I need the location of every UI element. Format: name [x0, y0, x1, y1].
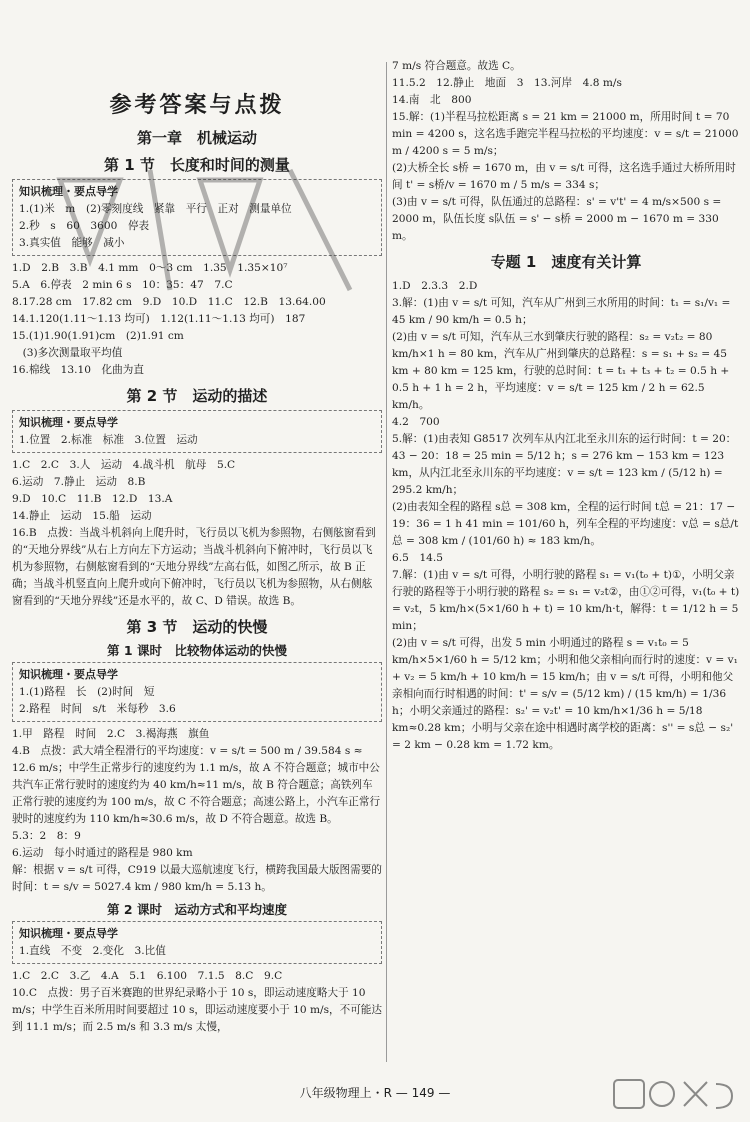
box-line: 3.真实值 能够 减小: [19, 237, 125, 249]
chapter-title: 第一章 机械运动: [136, 129, 257, 147]
answer-line: 9.D 10.C 11.B 12.D 13.A: [12, 493, 173, 505]
answer-line: 6.运动 7.静止 运动 8.B: [12, 476, 146, 488]
page-footer: 八年级物理上・R — 149 —: [299, 1086, 451, 1100]
answer-line: (3)由 v = s/t 可得，队伍通过的总路程：s' = v't' = 4 m/s×500 s = 2000 m，队伍长度 s队伍 = s' − s桥 = 2000 m − 1670 m = 330 m。: [392, 196, 722, 242]
answer-line: (2)由表知全程的路程 s总 = 308 km，全程的运行时间 t总 = 21：17 − 19：36 = 1 h 41 min = 101/60 h，列车全程的平均速度：v总 = s总/t总 = 308 km / (101/60 h) ≈ 183 km/h。: [392, 501, 739, 547]
box-line: 1.(1)路程 长 (2)时间 短: [19, 686, 155, 698]
answer-line: 1.D 2.B 3.B 4.1 mm 0～3 cm 1.35 1.35×10⁷: [12, 262, 288, 274]
lesson-2-title: 第 2 课时 运动方式和平均速度: [107, 902, 287, 917]
left-column: [12, 58, 382, 1036]
answer-line: 1.D 2.3.3 2.D: [392, 280, 478, 292]
lesson-1-title: 第 1 课时 比较物体运动的快慢: [107, 643, 287, 658]
answer-line: 8.17.28 cm 17.82 cm 9.D 10.D 11.C 12.B 13.64.00: [12, 296, 326, 308]
answer-line: 4.2 700: [392, 416, 440, 428]
answer-line: 11.5.2 12.静止 地面 3 13.河岸 4.8 m/s: [392, 77, 622, 89]
answer-line: (2)大桥全长 s桥 = 1670 m，由 v = s/t 可得，这名选手通过大桥所用时间 t' = s桥/v = 1670 m / 5 m/s = 334 s；: [392, 162, 736, 191]
knowledge-box-3: [12, 662, 382, 722]
answer-line: 5.解：(1)由表知 G8517 次列车从内江北至永川东的运行时间：t = 20：43 − 20：18 = 25 min = 5/12 h；s = 276 km − 153 km = 123 km，从内江北至永川东的平均速度：v = s/t = 123 km / (5/12 h) = 295.2 km/h；: [392, 433, 737, 496]
answer-line: 14.南 北 800: [392, 94, 472, 106]
page-title: 参考答案与点拨: [109, 93, 285, 118]
answer-line: 4.B 点拨：武大靖全程滑行的平均速度：v = s/t = 500 m / 39.584 s ≈ 12.6 m/s；中学生正常步行的速度约为 1.1 m/s，故 A 不符合题意；城市中公共汽车正常行驶时的速度约为 40 km/h≈11 m/s，故 B 符合题意；高铁列车正常行驶的速度约为 100 m/s，故 C 不符合题意；高速公路上，小汽车正常行驶时的速度约为 110 km/h≈30.6 m/s，故 D 不符合题意。故选 B。: [12, 745, 381, 825]
answer-line: 7.解：(1)由 v = s/t 可得，小明行驶的路程 s₁ = v₁(t₀ + t)①，小明父亲行驶的路程等于小明行驶的路程 s₂ = s₁ = v₂t②，由①②可得，v₁(t₀ + t) = v₂t，5 km/h×(5×1/60 h + t) = 10 km/h·t，解得：t = 1/12 h = 5 min；: [392, 569, 740, 632]
answer-line: 14.静止 运动 15.船 运动: [12, 510, 152, 522]
section-2-title: 第 2 节 运动的描述: [126, 387, 268, 405]
answer-line: 1.甲 路程 时间 2.C 3.褐海燕 旗鱼: [12, 728, 210, 740]
right-column: [392, 58, 740, 754]
answer-line: 1.C 2.C 3.人 运动 4.战斗机 航母 5.C: [12, 459, 236, 471]
answer-line: 16.棉线 13.10 化曲为直: [12, 364, 144, 376]
box-line: 2.秒 s 60 3600 停表: [19, 220, 150, 232]
answer-line: 16.B 点拨：当战斗机斜向上爬升时，飞行员以飞机为参照物，右侧舷窗看到的“天地分界线”从右上方向左下方运动；当战斗机斜向下俯冲时，飞行员以飞机为参照物，右侧舷窗看到的“天地分界线”左高右低，如图乙所示，故 B 正确；当战斗机竖直向上爬升或向下俯冲时，飞行员以飞机为参照物，从右侧舷窗看到的“天地分界线”还是水平的，故 C、D 错误。故选 B。: [12, 527, 376, 607]
box-line: 2.路程 时间 s/t 米每秒 3.6: [19, 703, 176, 715]
topic-title: 专题 1 速度有关计算: [490, 253, 642, 271]
answer-line: 5.A 6.停表 2 min 6 s 10：35：47 7.C: [12, 279, 233, 291]
section-3-title: 第 3 节 运动的快慢: [126, 618, 268, 636]
knowledge-box-title: 知识梳理・要点导学: [19, 416, 118, 429]
answer-line: 解：根据 v = s/t 可得，C919 以最大巡航速度飞行，横跨我国最大版图需要的时间：t = s/v = 5027.4 km / 980 km/h = 5.13 h。: [12, 864, 382, 893]
answer-line: 7 m/s 符合题意。故选 C。: [392, 60, 521, 72]
box-line: 1.直线 不变 2.变化 3.比值: [19, 945, 166, 957]
knowledge-box-1: [12, 179, 382, 256]
answer-line: 5.3：2 8：9: [12, 830, 81, 842]
knowledge-box-4: [12, 921, 382, 964]
section-1-title: 第 1 节 长度和时间的测量: [104, 156, 290, 174]
knowledge-box-title: 知识梳理・要点导学: [19, 668, 118, 681]
box-line: 1.位置 2.标准 标准 3.位置 运动: [19, 434, 198, 446]
answer-line: 10.C 点拨：男子百米赛跑的世界纪录略小于 10 s，即运动速度略大于 10 m/s；中学生百米所用时间要超过 10 s，即运动速度要小于 10 m/s，不可能达到 11.1 m/s；而 2.5 m/s 和 3.3 m/s 太慢，: [12, 987, 382, 1033]
answer-line: 15.(1)1.90(1.91)cm (2)1.91 cm: [12, 330, 184, 342]
answer-line: 15.解：(1)半程马拉松距离 s = 21 km = 21000 m，所用时间 t = 70 min = 4200 s，这名选手跑完半程马拉松的平均速度：v = s/t = 21000 m / 4200 s = 5 m/s；: [392, 111, 739, 157]
answer-line: 14.1.120(1.11～1.13 均可) 1.12(1.11～1.13 均可) 187: [12, 313, 306, 325]
knowledge-box-title: 知识梳理・要点导学: [19, 185, 118, 198]
answer-line: (3)多次测量取平均值: [12, 347, 123, 359]
column-divider: [386, 62, 387, 1062]
answer-line: (2)由 v = s/t 可得，出发 5 min 小明通过的路程 s = v₁t₀ = 5 km/h×5×1/60 h = 5/12 km；小明和他父亲相向而行时的速度：v = v₁ + v₂ = 5 km/h + 10 km/h = 15 km/h；由 v = s/t 可得，小明和他父亲相向而行时相遇的时间：t' = s/v = (5/12 km) / (15 km/h) = 1/36 h；小明父亲通过的路程：s₂' = v₂t' = 10 km/h×1/36 h = 5/18 km≈0.28 km；小明与父亲在途中相遇时离学校的距离：s'' = s总 − s₂' = 2 km − 0.28 km = 1.72 km。: [392, 637, 738, 751]
answer-line: 6.运动 每小时通过的路程是 980 km: [12, 847, 193, 859]
answer-line: 1.C 2.C 3.乙 4.A 5.1 6.100 7.1.5 8.C 9.C: [12, 970, 283, 982]
knowledge-box-title: 知识梳理・要点导学: [19, 927, 118, 940]
box-line: 1.(1)米 m (2)零刻度线 紧靠 平行 正对 测量单位: [19, 203, 292, 215]
answer-line: 6.5 14.5: [392, 552, 444, 564]
knowledge-box-2: [12, 410, 382, 453]
answer-line: (2)由 v = s/t 可知，汽车从三水到肇庆行驶的路程：s₂ = v₂t₂ = 80 km/h×1 h = 80 km，汽车从广州到肇庆的总路程：s = s₁ + s₂ = 45 km + 80 km = 125 km，行驶的总时间：t = t₁ + t₃ + t₂ = 0.5 h + 0.5 h + 1 h = 2 h，平均速度：v = s/t = 125 km / 2 h = 62.5 km/h。: [392, 331, 730, 411]
answer-line: 3.解：(1)由 v = s/t 可知，汽车从广州到三水所用的时间：t₁ = s₁/v₁ = 45 km / 90 km/h = 0.5 h；: [392, 297, 731, 326]
